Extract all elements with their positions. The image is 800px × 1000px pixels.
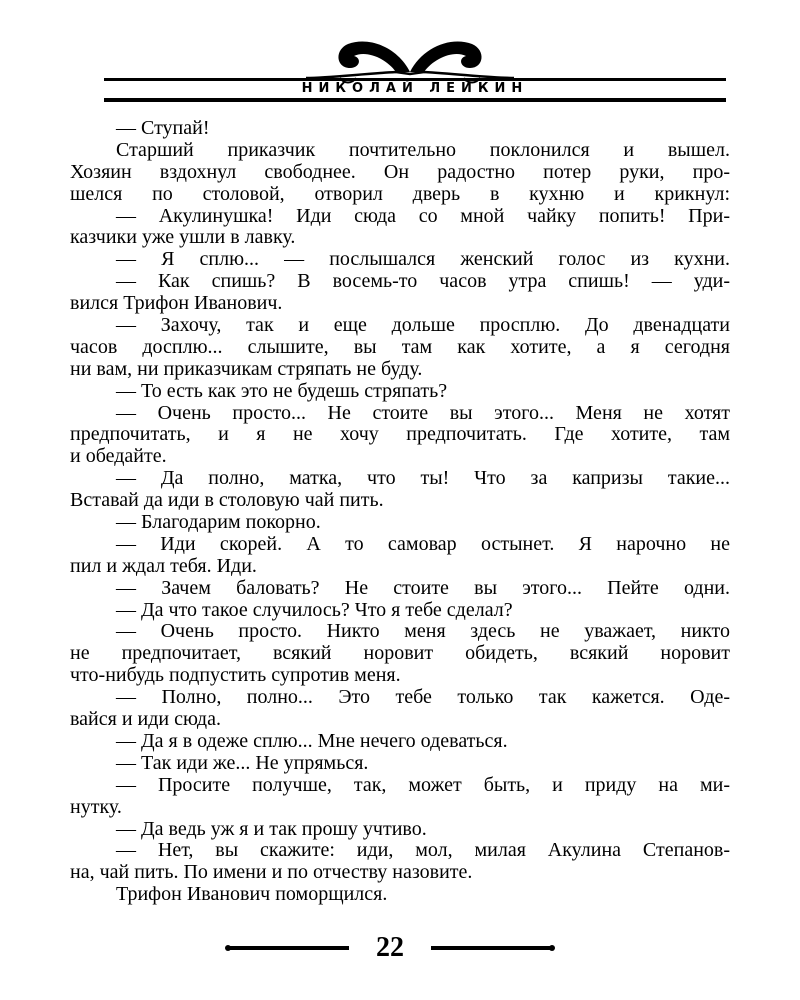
header-rule-bottom	[104, 98, 726, 102]
text-line: — Очень просто. Никто меня здесь не уважает, никто	[116, 621, 730, 643]
text-line: предпочитать, и я не хочу предпочитать. Где хотите, там	[70, 424, 730, 446]
text-line: — Да я в одеже сплю... Мне нечего одеваться.	[116, 730, 508, 752]
text-line: — Я сплю... — послышался женский голос из кухни.	[116, 249, 730, 271]
text-line: — Ступай!	[116, 118, 210, 139]
page-number-footer	[225, 930, 555, 966]
text-line: на, чай пить. По имени и по отчеству назовите.	[70, 862, 473, 884]
text-line: вайся и иди сюда.	[70, 709, 221, 731]
footer-rule-left	[229, 946, 349, 950]
text-line: не предпочитает, всякий норовит обидеть, всякий норовит	[70, 643, 730, 665]
text-line: — Да полно, матка, что ты! Что за капризы такие...	[116, 468, 730, 490]
text-line: — То есть как это не будешь стряпать?	[116, 380, 448, 402]
text-line: Вставай да иди в столовую чай пить.	[70, 490, 384, 512]
text-line: — Как спишь? В восемь-то часов утра спишь! — уди-	[116, 271, 730, 293]
running-header-author: НИКОЛАЙ ЛЕЙКИН	[301, 81, 529, 96]
text-line: нутку.	[70, 796, 122, 818]
text-line: — Так иди же... Не упрямься.	[116, 752, 369, 774]
text-line: часов досплю... слышите, вы там как хотите, а я сегодня	[70, 336, 730, 358]
text-line: и обедайте.	[70, 446, 167, 468]
text-line: — Зачем баловать? Не стоите вы этого... Пейте одни.	[116, 577, 730, 599]
text-line: вился Трифон Иванович.	[70, 293, 283, 315]
text-line: что-нибудь подпустить супротив меня.	[70, 665, 401, 687]
footer-dot-right	[549, 945, 555, 951]
text-line: Хозяин вздохнул свободнее. Он радостно потер руки, про-	[70, 161, 730, 183]
page-number: 22	[376, 932, 404, 963]
footer-rule-right	[431, 946, 551, 950]
text-line: Старший приказчик почтительно поклонился и вышел.	[116, 139, 730, 161]
text-line: — Да что такое случилось? Что я тебе сделал?	[116, 599, 513, 621]
text-line: — Захочу, так и еще дольше просплю. До двенадцати	[116, 315, 730, 337]
text-line: — Иди скорей. А то самовар остынет. Я нарочно не	[116, 533, 730, 555]
text-line: казчики уже ушли в лавку.	[70, 227, 296, 249]
text-line: — Акулинушка! Иди сюда со мной чайку попить! При-	[116, 205, 730, 227]
text-line: шелся по столовой, отворил дверь в кухню и крикнул:	[70, 183, 730, 205]
text-line: — Просите получше, так, может быть, и приду на ми-	[116, 774, 730, 796]
text-line: — Полно, полно... Это тебе только так кажется. Оде-	[116, 687, 730, 709]
text-line: — Благодарим покорно.	[116, 512, 321, 534]
text-line: ни вам, ни приказчикам стряпать не буду.	[70, 358, 423, 380]
body-text	[70, 118, 730, 906]
text-line: — Нет, вы скажите: иди, мол, милая Акулина Степанов-	[116, 840, 730, 862]
text-line: Трифон Иванович поморщился.	[116, 884, 388, 906]
text-line: — Да ведь уж я и так прошу учтиво.	[116, 818, 427, 840]
text-line: — Очень просто... Не стоите вы этого... Меня не хотят	[116, 402, 730, 424]
text-line: пил и ждал тебя. Иди.	[70, 555, 257, 577]
